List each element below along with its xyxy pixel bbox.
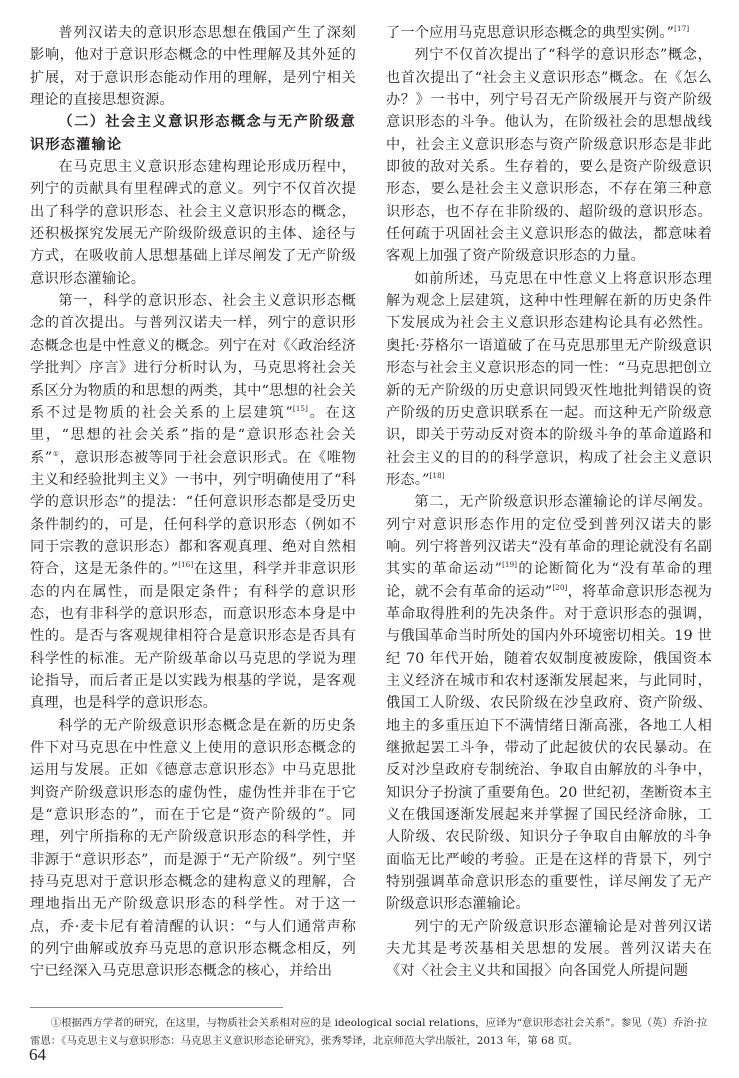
- paragraph: 列宁的无产阶级意识形态灌输论是对普列汉诺夫尤其是考茨基相关思想的发展。普列汉诺夫在《对〈社会主义共和国报〉向各国党人所提问题: [386, 918, 712, 980]
- paragraph: 列宁不仅首次提出了“科学的意识形态”概念，也首次提出了“社会主义意识形态”概念。在《怎么办？》一书中，列宁号召无产阶级展开与资产阶级意识形态的斗争。他认为，在阶级社会的思想战线中，社会主义意识形态与资产阶级意识形态是非此即彼的敌对关系。生存着的，要么是资产阶级意识形态，要么是社会主义意识形态，不存在第三种意识形态，也不存在非阶级的、超阶级的意识形态。任何疏于巩固社会主义意识形态的做法，都意味着客观上加强了资产阶级意识形态的力量。: [386, 47, 712, 265]
- paragraph: [386, 268, 712, 491]
- footnote-line: ①根据西方学者的研究，在这里，与物质社会关系相对应的是 ideological social relations，应译为“意识形态社会关系”。参见（英）乔治·拉: [50, 1017, 708, 1029]
- section-heading: （二）社会主义意识形态概念与无产阶级意识形态灌输论: [30, 114, 356, 153]
- paragraph-text: 如前所述，马克思在中性意义上将意识形态理解为观念上层建筑，这种中性理解在新的历史条件下发展成为社会主义意识形态建构论具有必然性。奥托·芬格尔一语道破了在马克思那里无产阶级意识形态与社会主义意识形态的同一性：“马克思把创立新的无产阶级的历史意识同毁灭性地批判错误的资产阶级的历史意识联系在一起。而这种无产阶级意识，即关于劳动反对资本的阶级斗争的革命道路和社会主义的目的的科学意识，构成了社会主义意识形态。”: [386, 270, 712, 488]
- paragraph: [30, 290, 356, 715]
- paragraph-text: ，将革命意识形态视为革命取得胜利的先决条件。对于意识形态的强调，与俄国革命当时所处的国内外环境密切相关。19 世纪 70 年代开始，随着农奴制度被废除，俄国资本主义经济在城市和农村逐渐发展起来，与此同时，俄国工人阶级、农民阶级在沙皇政府、资产阶级、地主的多重压迫下不满情绪日渐高涨，各地工人相继掀起罢工斗争，带动了此起彼伏的农民暴动。在反对沙皇政府专制统治、争取自由解放的斗争中，知识分子扮演了重要角色。20 世纪初，垄断资本主义在俄国逐渐发展起来并掌握了国民经济命脉，工人阶级、农民阶级、知识分子争取自由解放的斗争面临无比严峻的考验。正是在这样的背景下，列宁特别强调革命意识形态的重要性，详尽阐发了无产阶级意识形态灌输论。: [386, 583, 712, 913]
- paragraph-text: 的论断简化为“没有革命的理论，就不会有革命的运动”: [386, 561, 712, 600]
- right-column: [386, 22, 712, 983]
- paragraph-text: 第一，科学的意识形态、社会主义意识形态概念的首次提出。与普列汉诺夫一样，列宁的意识形态概念也是中性意义的概念。列宁在对《〈政治经济学批判〉序言》进行分析时认为，马克思将社会关系区分为物质的和思想的两类，其中“思想的社会关系不过是物质的社会关系的上层建筑”: [30, 293, 356, 421]
- paragraph-text: 第二，无产阶级意识形态灌输论的详尽阐发。列宁对意识形态作用的定位受到普列汉诺夫的影响。列宁将普列汉诺夫“没有革命的理论就没有名副其实的革命运动”: [386, 494, 712, 578]
- citation-ref[interactable]: [15]: [292, 404, 309, 413]
- paragraph-text: 在这里，科学并非意识形态的内在属性，而是限定条件；有科学的意识形态，也有非科学的意识形态，而意识形态本身是中性的。是否与客观规律相符合是意识形态是否具有科学性的标准。无产阶级革命以马克思的学说为理论指导，而后者正是以实践为根基的学说，是客观真理，也是科学的意识形态。: [30, 561, 357, 712]
- paragraph: 在马克思主义意识形态建构理论形成历程中，列宁的贡献具有里程碑式的意义。列宁不仅首次提出了科学的意识形态、社会主义意识形态的概念，还积极探究发展无产阶级阶级意识的主体、途径与方式，在吸收前人思想基础上详尽阐发了无产阶级意识形态灌输论。: [30, 159, 356, 287]
- citation-ref[interactable]: [18]: [429, 471, 445, 480]
- footnote-ref[interactable]: ①: [52, 449, 60, 458]
- citation-ref[interactable]: [20]: [552, 583, 568, 592]
- paragraph: [386, 491, 712, 916]
- paragraph-text: ，意识形态被等同于社会意识形式。在《唯物主义和经验批判主义》一书中，列宁明确使用了“科学的意识形态”的提法：“任何意识形态都是受历史条件制约的，可是，任何科学的意识形态（例如不同于宗教的意识形态）都和客观真理、绝对自然相符合，这是无条件的。”: [30, 449, 356, 578]
- footnote-line: 雷恩：《马克思主义与意识形态：马克思主义意识形态论研究》，张秀琴译，北京师范大学出版社，2013 年，第 68 页。: [30, 1035, 579, 1047]
- paragraph: 普列汉诺夫的意识形态思想在俄国产生了深刻影响，他对于意识形态概念的中性理解及其外延的扩展，对于意识形态能动作用的理解，是列宁相关理论的直接思想资源。: [30, 25, 356, 109]
- paragraph-continuation: [386, 22, 712, 44]
- citation-ref[interactable]: [16]: [178, 561, 194, 570]
- left-column: [30, 22, 356, 983]
- footnote-divider: [30, 1007, 283, 1008]
- citation-ref[interactable]: [17]: [674, 25, 690, 33]
- paragraph-text: 了一个应用马克思意识形态概念的典型实例。”: [386, 25, 675, 41]
- paragraph: 科学的无产阶级意识形态概念是在新的历史条件下对马克思在中性意义上使用的意识形态概念的运用与发展。正如《德意志意识形态》中马克思批判资产阶级意识形态的虚伪性，虚伪性并非在于它是“意识形态的”，而在于它是“资产阶级的”。同理，列宁所指称的无产阶级意识形态的科学性，并非源于“意识形态”，而是源于“无产阶级”。列宁坚持马克思对于意识形态概念的建构意义的理解，合理地指出无产阶级意识形态的科学性。对于这一点，乔·麦卡尼有着清醒的认识：“与人们通常声称的列宁曲解或放弃马克思的意识形态概念相反，列宁已经深入马克思意识形态概念的核心，并给出: [30, 717, 356, 980]
- citation-ref[interactable]: [19]: [502, 561, 518, 570]
- page-number: 64: [29, 1045, 46, 1064]
- paragraph-text: 。在这里，“思想的社会关系”指的是“意识形态社会关系”: [30, 404, 356, 466]
- footnote: [30, 1014, 710, 1050]
